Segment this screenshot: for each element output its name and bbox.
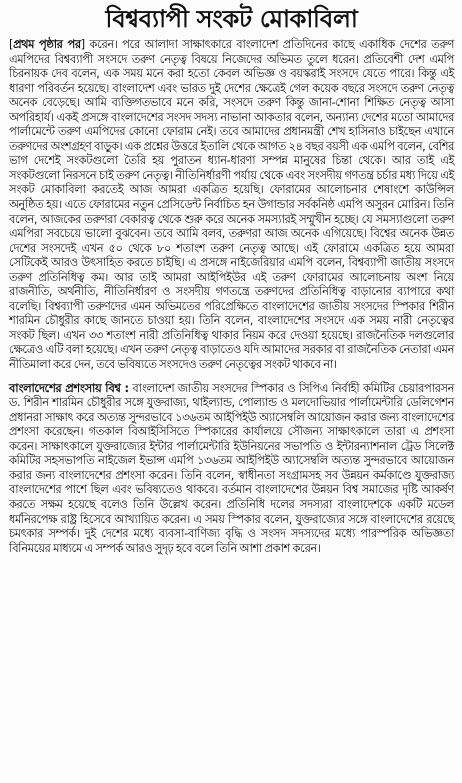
- section-subhead: বাংলাদেশের প্রশংসায় বিশ্ব :: [9, 381, 129, 395]
- article-paragraph-1: [9, 38, 454, 373]
- paragraph-2-text: বাংলাদেশ জাতীয় সংসদের স্পিকার ও সিপিএ নির্বাহী কমিটির চেয়ারপারসন ড. শিরীন শারমিন চৌধুরীর সঙ্গে যুক্তরাজ্য, থাইল্যান্ড, পোল্যান্ড ও মলদোভিয়ার পার্লামেন্টারি ডেলিগেশন প্রধানরা সাক্ষাৎ করে অত্যন্ত সুন্দরভাবে ১৩৬তম আইপিইউ অ্যাসেম্বলি আয়োজন করার জন্য বাংলাদেশের প্রশংসা করেছেন। গতকাল বিআইসিসিতে স্পিকারের কার্যালয়ে সৌজন্য সাক্ষাৎকালে তারা এ প্রশংসা করেন। সাক্ষাৎকালে যুক্তরাজ্যের ইন্টার পার্লামেন্টারি ইউনিয়নের সভাপতি ও ইন্টারন্যাশনাল ট্রেড সিলেক্ট কমিটির সহসভাপতি নাইজেল ইভান্স এমপি ১৩৬তম আইপিইউ অ্যাসেম্বলি অত্যন্ত সুন্দরভাবে আয়োজন করার জন্য বাংলাদেশের প্রশংসা করেন। তিনি বলেন, স্বাধীনতা সংগ্রামসহ সব উন্নয়ন কর্মকাণ্ডে যুক্তরাজ্য বাংলাদেশের পাশে ছিল এবং ভবিষ্যতেও থাকবে। বর্তমান বাংলাদেশের উন্নয়ন বিশ্ব সমাজের দৃষ্টি আকর্ষণ করতে সক্ষম হয়েছে বলেও তিনি উল্লেখ করেন। প্রতিনিধি দলের সদস্যরা বাংলাদেশকে একটি মডেল ধর্মনিরপেক্ষ রাষ্ট্র হিসেবে আখ্যায়িত করেন। এ সময় স্পিকার বলেন, যুক্তরাজ্যের সঙ্গে বাংলাদেশের রয়েছে চমৎকার সম্পর্ক। দুই দেশের মধ্যে ব্যবসা-বাণিজ্য বৃদ্ধি ও সংসদ সদস্যদের মধ্যে পারস্পরিক অভিজ্ঞতা বিনিময়ের মাধ্যমে এ সম্পর্ক আরও সুদৃঢ় হবে বলে তিনি আশা প্রকাশ করেন।: [9, 381, 454, 555]
- article-body: [9, 38, 454, 556]
- article-paragraph-2: [9, 382, 454, 557]
- continuation-marker: [প্রথম পৃষ্ঠার পর]: [9, 38, 85, 51]
- paragraph-1-text: করেন। পরে আলাদা সাক্ষাৎকারে বাংলাদেশ প্রতিদিনের কাছে একাধিক দেশের তরুণ এমপিদের বিশ্বব্যাপী সংসদে তরুণ নেতৃত্ব বিষয়ে নিজেদের অভিমত তুলে ধরেন। প্রতিবেশী দেশ এমপি চিরনায়ক দেব বলেন, এক সময় মনে করা হতো কেবল অভিজ্ঞ ও বয়স্করাই সংসদে যেতে পারে। কিন্তু এই ধারণা পরিবর্তন হয়েছে। বাংলাদেশ এবং ভারত দুই দেশের ক্ষেত্রেই গেল কয়েক বছরে সংসদে তরুণ নেতৃত্ব অনেক বেড়েছে। আমি ব্যক্তিগতভাবে মনে করি, সংসদে তরুণ কিন্তু জানা-শোনা শিক্ষিত নেতৃত্ব আসা অপরিহার্য। একই প্রসঙ্গে বাংলাদেশের সংসদ সদস্য নাভানা আকতার বলেন, অন্যান্য দেশের মতো আমাদের পার্লামেন্টে তরুণ এমপিদের কোনো ফোরাম নেই। তবে আমাদের প্রধানমন্ত্রী শেখ হাসিনাও চাইছেন এখানে তরুণদের অংশগ্রহণ বাড়ুক। এক প্রশ্নের উত্তরে ইতালি থেকে আগত ২৪ বছর বয়সী এক এমপি বলেন, বেশির ভাগ দেশেই সংকটগুলো তৈরি হয় পুরাতন ধ্যান-ধারণা সম্পন্ন মানুষের চিন্তা থেকে। আর তাই এই সংকটগুলো নিরসনে চাই তরুণ নেতৃত্ব। নীতিনির্ধারণী পর্যায় থেকে এবং সংসদীয় গণতন্ত্র চর্চার মধ্য দিয়ে এই সংকট মোকাবিলা করতেই আজ আমরা একত্রিত হয়েছি। ফোরামের আলোচনার শেষাংশে কাউন্সিল অনুষ্ঠিত হয়। এতে ফোরামের নতুন প্রেসিডেন্ট নির্বাচিত হন উগান্ডার সর্বকনিষ্ঠ এমপি অসুরন মোরিন। তিনি বলেন, আজকের তরুণরা বেকারত্ব থেকে শুরু করে অনেক সমস্যারই সম্মুখীন হচ্ছে। যে সমস্যাগুলো তরুণ এমপিরা সবচেয়ে ভালো বুঝবেন। তবে আমি বলব, তরুণরা আজ অনেক এগিয়েছে। বিশ্বের অনেক উন্নত দেশের সংসদেই এখন ৫০ থেকে ৮০ শতাংশ তরুণ নেতৃত্ব আছে। এই ফোরামে একত্রিত হয়ে আমরা সেটিকেই আরও উৎসাহিত করতে চাইছি। এ প্রসঙ্গে নাইজেরিয়ার এমপি বলেন, বিশ্বব্যাপী জাতীয় সংসদে তরুণ প্রতিনিধিত্ব কম। আর তাই আমরা আইপিইউর এই তরুণ ফোরামের আলোচনায় অংশ নিয়ে রাজনীতি, অর্থনীতি, নীতিনির্ধারণ ও সংসদীয় গণতন্ত্রে তরুণদের প্রতিনিধিত্ব বাড়ানোর ব্যাপারে কথা বলেছি। বিশ্বব্যাপী তরুণদের এমন অভিমতের পরিপ্রেক্ষিতে বাংলাদেশের জাতীয় সংসদের স্পিকার শিরীন শারমিন চৌধুরীর কাছে জানতে চাওয়া হয়। তিনি বলেন, বাংলাদেশের সংসদে এক সময় নারী নেতৃত্বের সংকট ছিল। এখন ৩৩ শতাংশ নারী প্রতিনিধিত্ব থাকার নিয়ম করে দেওয়া হয়েছে। রাজনৈতিক দলগুলোর ক্ষেত্রেও এটি বলা হয়েছে। এখন তরুণ নেতৃত্ব বাড়াতেও যদি আমাদের সরকার বা রাজনৈতিক নেতারা এমন নীতিমালা করে দেন, তবে ভবিষ্যতে সংসদেও তরুণ নেতৃত্বের সংকট থাকবে না।: [9, 38, 454, 372]
- continuation-label: প্রথম পৃষ্ঠার পর: [13, 38, 81, 51]
- headline: বিশ্বব্যাপী সংকট মোকাবিলা: [105, 5, 358, 33]
